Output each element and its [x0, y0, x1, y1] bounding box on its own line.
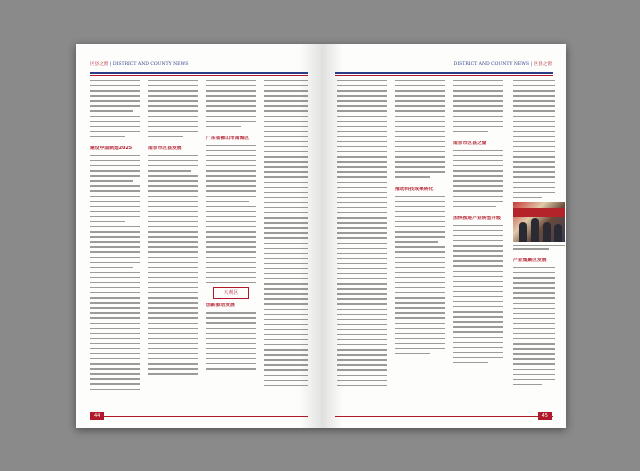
left-heading-4: 创新驱动发展 — [206, 303, 235, 309]
photo-banner — [513, 208, 565, 217]
event-photo — [513, 202, 565, 242]
left-page-header: 区县之窗 | DISTRICT AND COUNTY NEWS — [90, 62, 189, 67]
left-heading-1: 建设中国制造2025 — [90, 145, 133, 151]
right-header-rule-thin — [335, 75, 553, 76]
right-header-en: DISTRICT AND COUNTY NEWS — [453, 62, 530, 67]
left-page-number: 44 — [90, 412, 104, 420]
left-page-footer — [90, 412, 104, 420]
district-stamp: 大观区 — [213, 287, 249, 299]
left-header-rule-thin — [90, 75, 308, 76]
left-heading-2: 南京市区县发展 — [148, 145, 182, 151]
right-page — [321, 44, 566, 428]
right-column-3 — [453, 80, 503, 390]
right-heading-3: 加快推进产业转型升级 — [453, 215, 501, 221]
left-page — [76, 44, 321, 428]
right-footer-rule — [335, 416, 553, 417]
left-heading-3: 广东省佛山市南海区 — [206, 135, 250, 141]
right-header-cn: 区县之窗 — [533, 62, 552, 67]
right-heading-2: 南京市区县之窗 — [453, 140, 487, 146]
left-column-3 — [206, 80, 256, 390]
right-page-number: 45 — [538, 412, 552, 420]
right-header-rule — [335, 72, 553, 74]
left-column-2 — [148, 80, 198, 390]
left-footer-rule — [90, 416, 308, 417]
left-column-1 — [90, 80, 140, 390]
right-heading-4: 产业集聚区发展 — [513, 258, 547, 263]
left-header-rule — [90, 72, 308, 74]
right-column-4-lower — [513, 256, 555, 390]
left-header-en: DISTRICT AND COUNTY NEWS — [112, 62, 189, 67]
right-page-footer — [538, 412, 552, 420]
photo-caption — [513, 245, 565, 251]
magazine-spread — [76, 44, 566, 428]
right-column-1 — [337, 80, 387, 390]
right-page-header: DISTRICT AND COUNTY NEWS | 区县之窗 — [453, 62, 552, 67]
right-column-2 — [395, 80, 445, 390]
right-heading-1: 推动科技成果转化 — [395, 186, 434, 192]
left-header-cn: 区县之窗 — [90, 62, 109, 67]
left-column-4 — [264, 80, 308, 390]
